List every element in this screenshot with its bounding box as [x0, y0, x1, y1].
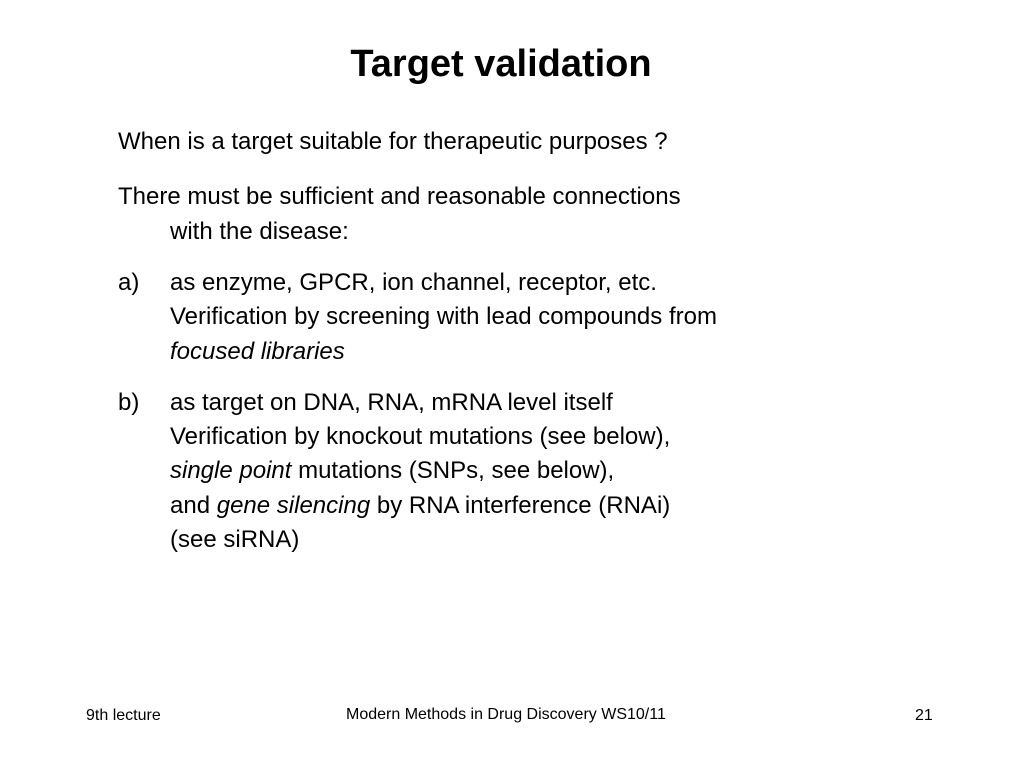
page-number: 21 — [915, 707, 933, 724]
item-b-line-2: Verification by knockout mutations (see below), — [170, 423, 671, 450]
item-a-marker: a) — [118, 269, 140, 296]
footer-course: Modern Methods in Drug Discovery WS10/11 — [346, 706, 666, 723]
item-a-line-2: Verification by screening with lead compounds from — [170, 303, 717, 330]
item-b-line-3-rest: mutations (SNPs, see below), — [291, 457, 615, 484]
intro-line-1: There must be sufficient and reasonable connections — [118, 183, 681, 210]
slide-title: Target validation — [350, 43, 652, 85]
item-b-line-3-italic: single point — [170, 457, 292, 484]
item-b-line-1: as target on DNA, RNA, mRNA level itself — [170, 389, 613, 416]
item-b-line-3 — [170, 454, 614, 488]
item-a-line-3: focused libraries — [170, 338, 345, 365]
item-b-line-4-italic: gene silencing — [216, 492, 371, 519]
item-b-line-4 — [170, 489, 670, 523]
footer-lecture: 9th lecture — [86, 707, 161, 724]
question-text: When is a target suitable for therapeutic purposes ? — [118, 128, 668, 155]
item-a-line-1: as enzyme, GPCR, ion channel, receptor, etc. — [170, 269, 657, 296]
item-b-line-5: (see siRNA) — [170, 526, 300, 553]
item-b-line-4-pre: and — [170, 492, 217, 519]
item-b-line-4-rest: by RNA interference (RNAi) — [370, 492, 671, 519]
item-b-marker: b) — [118, 389, 140, 416]
intro-line-2: with the disease: — [170, 218, 349, 245]
